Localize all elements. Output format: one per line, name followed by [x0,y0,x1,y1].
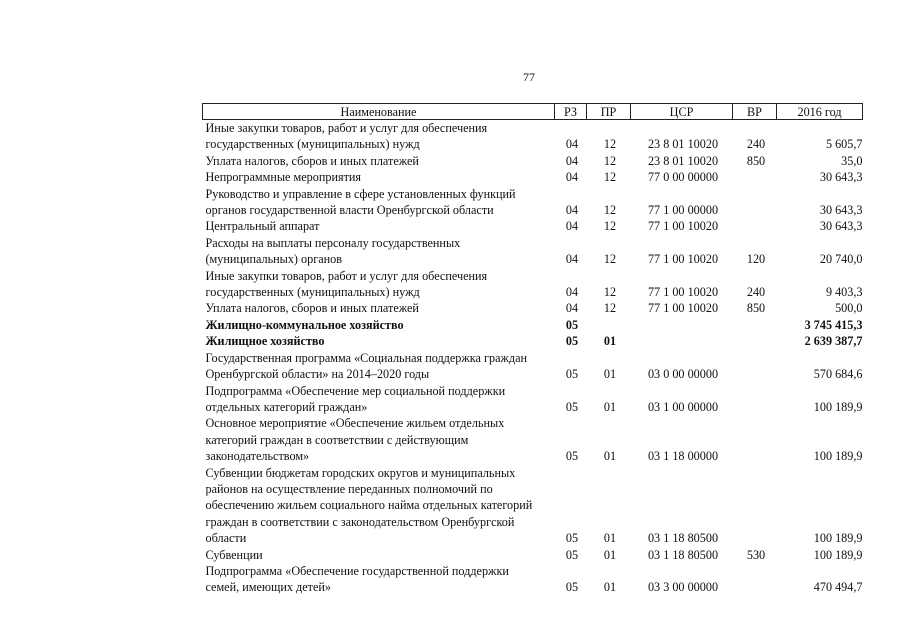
row-amount: 20 740,0 [819,252,863,267]
row-rz: 04 [565,203,579,218]
row-name [203,415,555,464]
table-row [203,300,863,316]
table-row [203,415,863,464]
row-vr: 530 [746,547,766,562]
header-amount: 2016 год [777,104,863,120]
row-vr [733,563,777,596]
header-name: Наименование [203,104,555,120]
row-vr [733,218,777,234]
row-csr: 03 1 18 80500 [647,547,719,562]
row-name-line: Жилищное хозяйство [205,334,325,349]
row-vr: 240 [746,137,766,152]
row-csr: 77 1 00 10020 [647,219,719,234]
row-rz: 04 [565,170,579,185]
row-name-line: Жилищно-коммунальное хозяйство [205,317,404,332]
row-name [203,465,555,547]
row-rz: 04 [565,219,579,234]
row-amount: 100 189,9 [813,547,863,562]
row-rz: 05 [565,449,579,464]
table-row [203,563,863,596]
row-amount: 9 403,3 [825,285,863,300]
row-csr: 77 0 00 00000 [647,170,719,185]
row-csr [631,317,733,333]
row-name [203,268,555,301]
row-rz: 05 [565,334,579,349]
row-name-line: Иные закупки товаров, работ и услуг для обеспечения [205,268,488,283]
row-amount: 30 643,3 [819,170,863,185]
row-name-line: Подпрограмма «Обеспечение государственной поддержки [205,563,509,578]
row-csr: 03 1 00 00000 [647,399,719,414]
table-row [203,547,863,563]
row-name [203,120,555,153]
row-pr: 01 [603,547,617,562]
row-name-line: категорий граждан в соответствии с действующим [205,432,469,447]
row-name-line: Руководство и управление в сфере установленных функций [205,186,516,201]
row-amount: 3 745 415,3 [804,317,863,332]
row-name [203,350,555,383]
row-csr: 23 8 01 10020 [647,137,719,152]
row-pr: 01 [603,399,617,414]
row-name-line: Субвенции бюджетам городских округов и муниципальных [205,465,516,480]
row-name-line: отдельных категорий граждан» [205,399,368,414]
row-pr: 12 [603,252,617,267]
table-row [203,235,863,268]
row-name-line: (муниципальных) органов [205,252,343,267]
page-number: 77 [523,70,535,84]
header-rz: РЗ [555,104,587,120]
row-name-line: Расходы на выплаты персоналу государственных [205,235,461,250]
row-pr: 12 [603,219,617,234]
row-pr: 12 [603,170,617,185]
row-rz: 04 [565,301,579,316]
row-csr: 03 1 18 00000 [647,449,719,464]
row-pr: 12 [603,203,617,218]
row-name-line: области [205,531,247,546]
row-amount: 5 605,7 [825,137,863,152]
row-csr: 03 0 00 00000 [647,367,719,382]
row-name-line: Непрограммные мероприятия [205,170,362,185]
row-vr: 850 [746,153,766,168]
table-row [203,120,863,153]
row-amount: 470 494,7 [813,580,863,595]
row-name [203,317,555,333]
row-name-line: законодательством» [205,449,310,464]
row-name-line: Оренбургской области» на 2014–2020 годы [205,367,430,382]
row-amount: 500,0 [835,301,863,316]
row-rz: 04 [565,153,579,168]
row-vr: 850 [746,301,766,316]
row-vr [733,317,777,333]
table-row [203,317,863,333]
table-row [203,169,863,185]
row-name-line: государственных (муниципальных) нужд [205,285,420,300]
row-name-line: Основное мероприятие «Обеспечение жильем отдельных [205,416,505,431]
row-vr [733,186,777,219]
table-row [203,268,863,301]
row-pr: 01 [603,334,617,349]
row-amount: 100 189,9 [813,399,863,414]
row-name-line: Государственная программа «Социальная поддержка граждан [205,350,528,365]
row-vr [733,383,777,416]
row-name [203,186,555,219]
row-amount: 30 643,3 [819,203,863,218]
table-row [203,383,863,416]
row-amount: 100 189,9 [813,449,863,464]
row-rz: 05 [565,367,579,382]
row-amount: 30 643,3 [819,219,863,234]
row-vr [733,415,777,464]
row-rz: 05 [565,317,579,332]
row-name-line: Субвенции [205,547,263,562]
row-amount: 2 639 387,7 [804,334,863,349]
row-pr: 01 [603,580,617,595]
row-amount: 570 684,6 [813,367,863,382]
row-pr: 01 [603,449,617,464]
row-rz: 05 [565,531,579,546]
row-name [203,169,555,185]
row-pr: 12 [603,153,617,168]
row-csr: 77 1 00 10020 [647,285,719,300]
row-name-line: Уплата налогов, сборов и иных платежей [205,153,419,168]
header-vr: ВР [733,104,777,120]
row-vr [733,350,777,383]
row-amount: 100 189,9 [813,531,863,546]
row-pr: 12 [603,137,617,152]
row-name [203,153,555,169]
row-rz: 05 [565,399,579,414]
row-csr: 77 1 00 10020 [647,301,719,316]
row-csr: 77 1 00 00000 [647,203,719,218]
header-pr: ПР [587,104,631,120]
row-csr: 03 3 00 00000 [647,580,719,595]
row-pr: 12 [603,301,617,316]
row-name [203,300,555,316]
row-name-line: органов государственной власти Оренбургской области [205,203,494,218]
row-name [203,333,555,349]
row-rz: 05 [565,580,579,595]
row-vr [733,169,777,185]
row-name [203,547,555,563]
row-name [203,235,555,268]
row-vr: 240 [746,285,766,300]
row-csr [631,333,733,349]
row-vr [733,465,777,547]
row-name [203,218,555,234]
table-header-row [203,104,863,120]
row-rz: 04 [565,137,579,152]
row-name-line: государственных (муниципальных) нужд [205,137,420,152]
row-rz: 04 [565,285,579,300]
budget-table [202,103,863,596]
row-name-line: семей, имеющих детей» [205,580,331,595]
row-name-line: обеспечению жильем социального найма отдельных категорий [205,498,533,513]
row-name-line: граждан в соответствии с законодательством Оренбургской [205,514,515,529]
row-rz: 04 [565,252,579,267]
table-row [203,465,863,547]
row-vr [733,333,777,349]
table-row [203,333,863,349]
row-name-line: Центральный аппарат [205,219,320,234]
row-name-line: районов на осуществление переданных полномочий по [205,481,493,496]
row-name [203,563,555,596]
row-rz: 05 [565,547,579,562]
row-name [203,383,555,416]
row-csr: 03 1 18 80500 [647,531,719,546]
table-row [203,186,863,219]
row-pr: 12 [603,285,617,300]
table-row [203,350,863,383]
row-csr: 23 8 01 10020 [647,153,719,168]
header-csr: ЦСР [631,104,733,120]
row-amount: 35,0 [841,153,863,168]
row-csr: 77 1 00 10020 [647,252,719,267]
table-row [203,153,863,169]
row-pr [587,317,631,333]
table-body [203,120,863,596]
row-name-line: Уплата налогов, сборов и иных платежей [205,301,419,316]
table-row [203,218,863,234]
row-pr: 01 [603,367,617,382]
row-name-line: Подпрограмма «Обеспечение мер социальной поддержки [205,383,506,398]
row-name-line: Иные закупки товаров, работ и услуг для обеспечения [205,121,488,135]
row-pr: 01 [603,531,617,546]
row-vr: 120 [746,252,766,267]
